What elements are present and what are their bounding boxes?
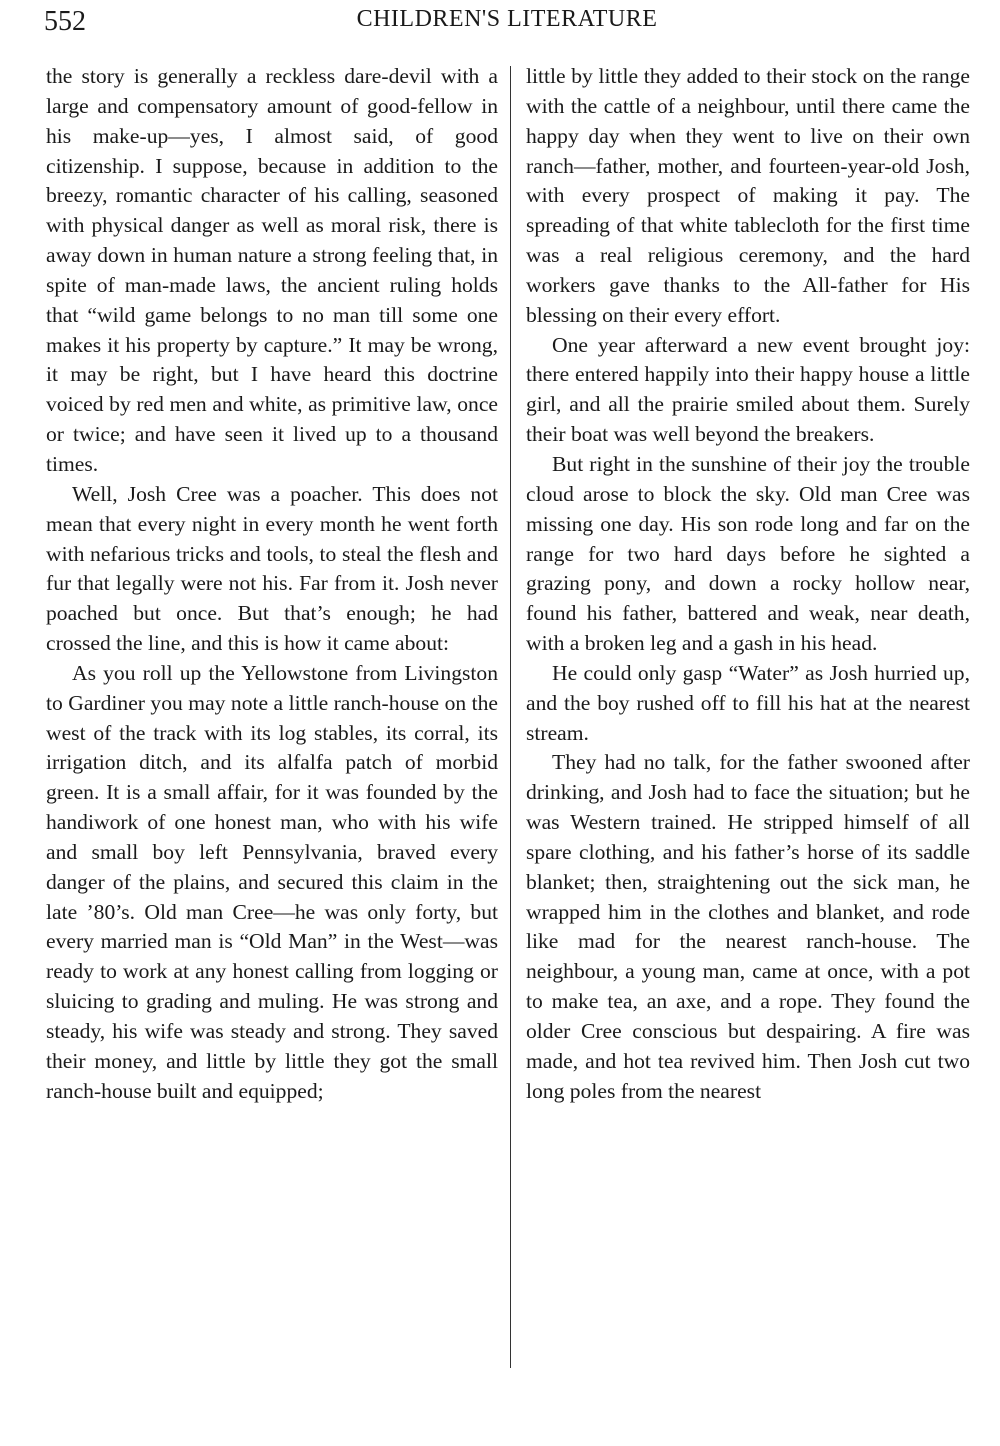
column-divider (510, 66, 511, 1368)
paragraph: Well, Josh Cree was a poacher. This does not mean that every night in every month he went forth with nefarious tricks and tools, to steal the flesh and fur that legally were not his. Far from it. Josh never poached but once. But that’s enough; he had crossed the line, and this is how it came about: (46, 481, 498, 656)
paragraph: the story is generally a reckless dare-devil with a large and compensatory amount of good-fellow in his make-up—yes, I almost said, of good citizenship. I suppose, because in addition to the breezy, romantic character of his calling, seasoned with physical danger as well as moral risk, there is away down in human nature a strong feeling that, in spite of man-made laws, the ancient ruling holds that “wild game belongs to no man till some one makes it his property by capture.” It may be wrong, it may be right, but I have heard this doctrine voiced by red men and white, as primitive law, once or twice; and have seen it lived up to a thousand times. (46, 64, 498, 476)
paragraph: little by little they added to their stock on the range with the cattle of a neighbour, until there came the happy day when they went to live on their own ranch—father, mother, and fourteen-year-old Josh, with every prospect of making it pay. The spreading of that white tablecloth for the first time was a real religious ceremony, and the hard workers gave thanks to the All-father for His blessing on their every effort. (526, 64, 970, 327)
paragraph: He could only gasp “Water” as Josh hurried up, and the boy rushed off to fill his hat at the nearest stream. (526, 660, 970, 745)
paragraph: They had no talk, for the father swooned after drinking, and Josh had to face the situation; but he was Western trained. He stripped himself of all spare clothing, and his father’s horse of its saddle blanket; then, straightening out the sick man, he wrapped him in the clothes and blanket, and rode like mad for the nearest ranch-house. The neighbour, a young man, came at once, with a pot to make tea, an axe, and a rope. They found the older Cree conscious but despairing. A fire was made, and hot tea revived him. Then Josh cut two long poles from the nearest (526, 750, 970, 1103)
right-column (526, 62, 970, 1107)
paragraph: One year afterward a new event brought joy: there entered happily into their happy house a little girl, and all the prairie smiled about them. Surely their boat was well beyond the breakers. (526, 332, 970, 447)
paragraph: But right in the sunshine of their joy the trouble cloud arose to block the sky. Old man Cree was missing one day. His son rode long and far on the range for two hard days before he sighted a grazing pony, and down a rocky hollow near, found his father, battered and weak, near death, with a broken leg and a gash in his head. (526, 451, 970, 656)
page-number: 552 (44, 6, 86, 37)
left-column (46, 62, 498, 1107)
paragraph: As you roll up the Yellowstone from Livingston to Gardiner you may note a little ranch-house on the west of the track with its log stables, its corral, its irrigation ditch, and its alfalfa patch of morbid green. It is a small affair, for it was founded by the handiwork of one honest man, who with his wife and small boy left Pennsylvania, braved every danger of the plains, and secured this claim in the late ’80’s. Old man Cree—he was only forty, but every married man is “Old Man” in the West—was ready to work at any honest calling from logging or sluicing to grading and muling. He was strong and steady, his wife was steady and strong. They saved their money, and little by little they got the small ranch-house built and equipped; (46, 660, 498, 1103)
page-header (44, 6, 970, 40)
running-title: CHILDREN'S LITERATURE (356, 6, 658, 32)
